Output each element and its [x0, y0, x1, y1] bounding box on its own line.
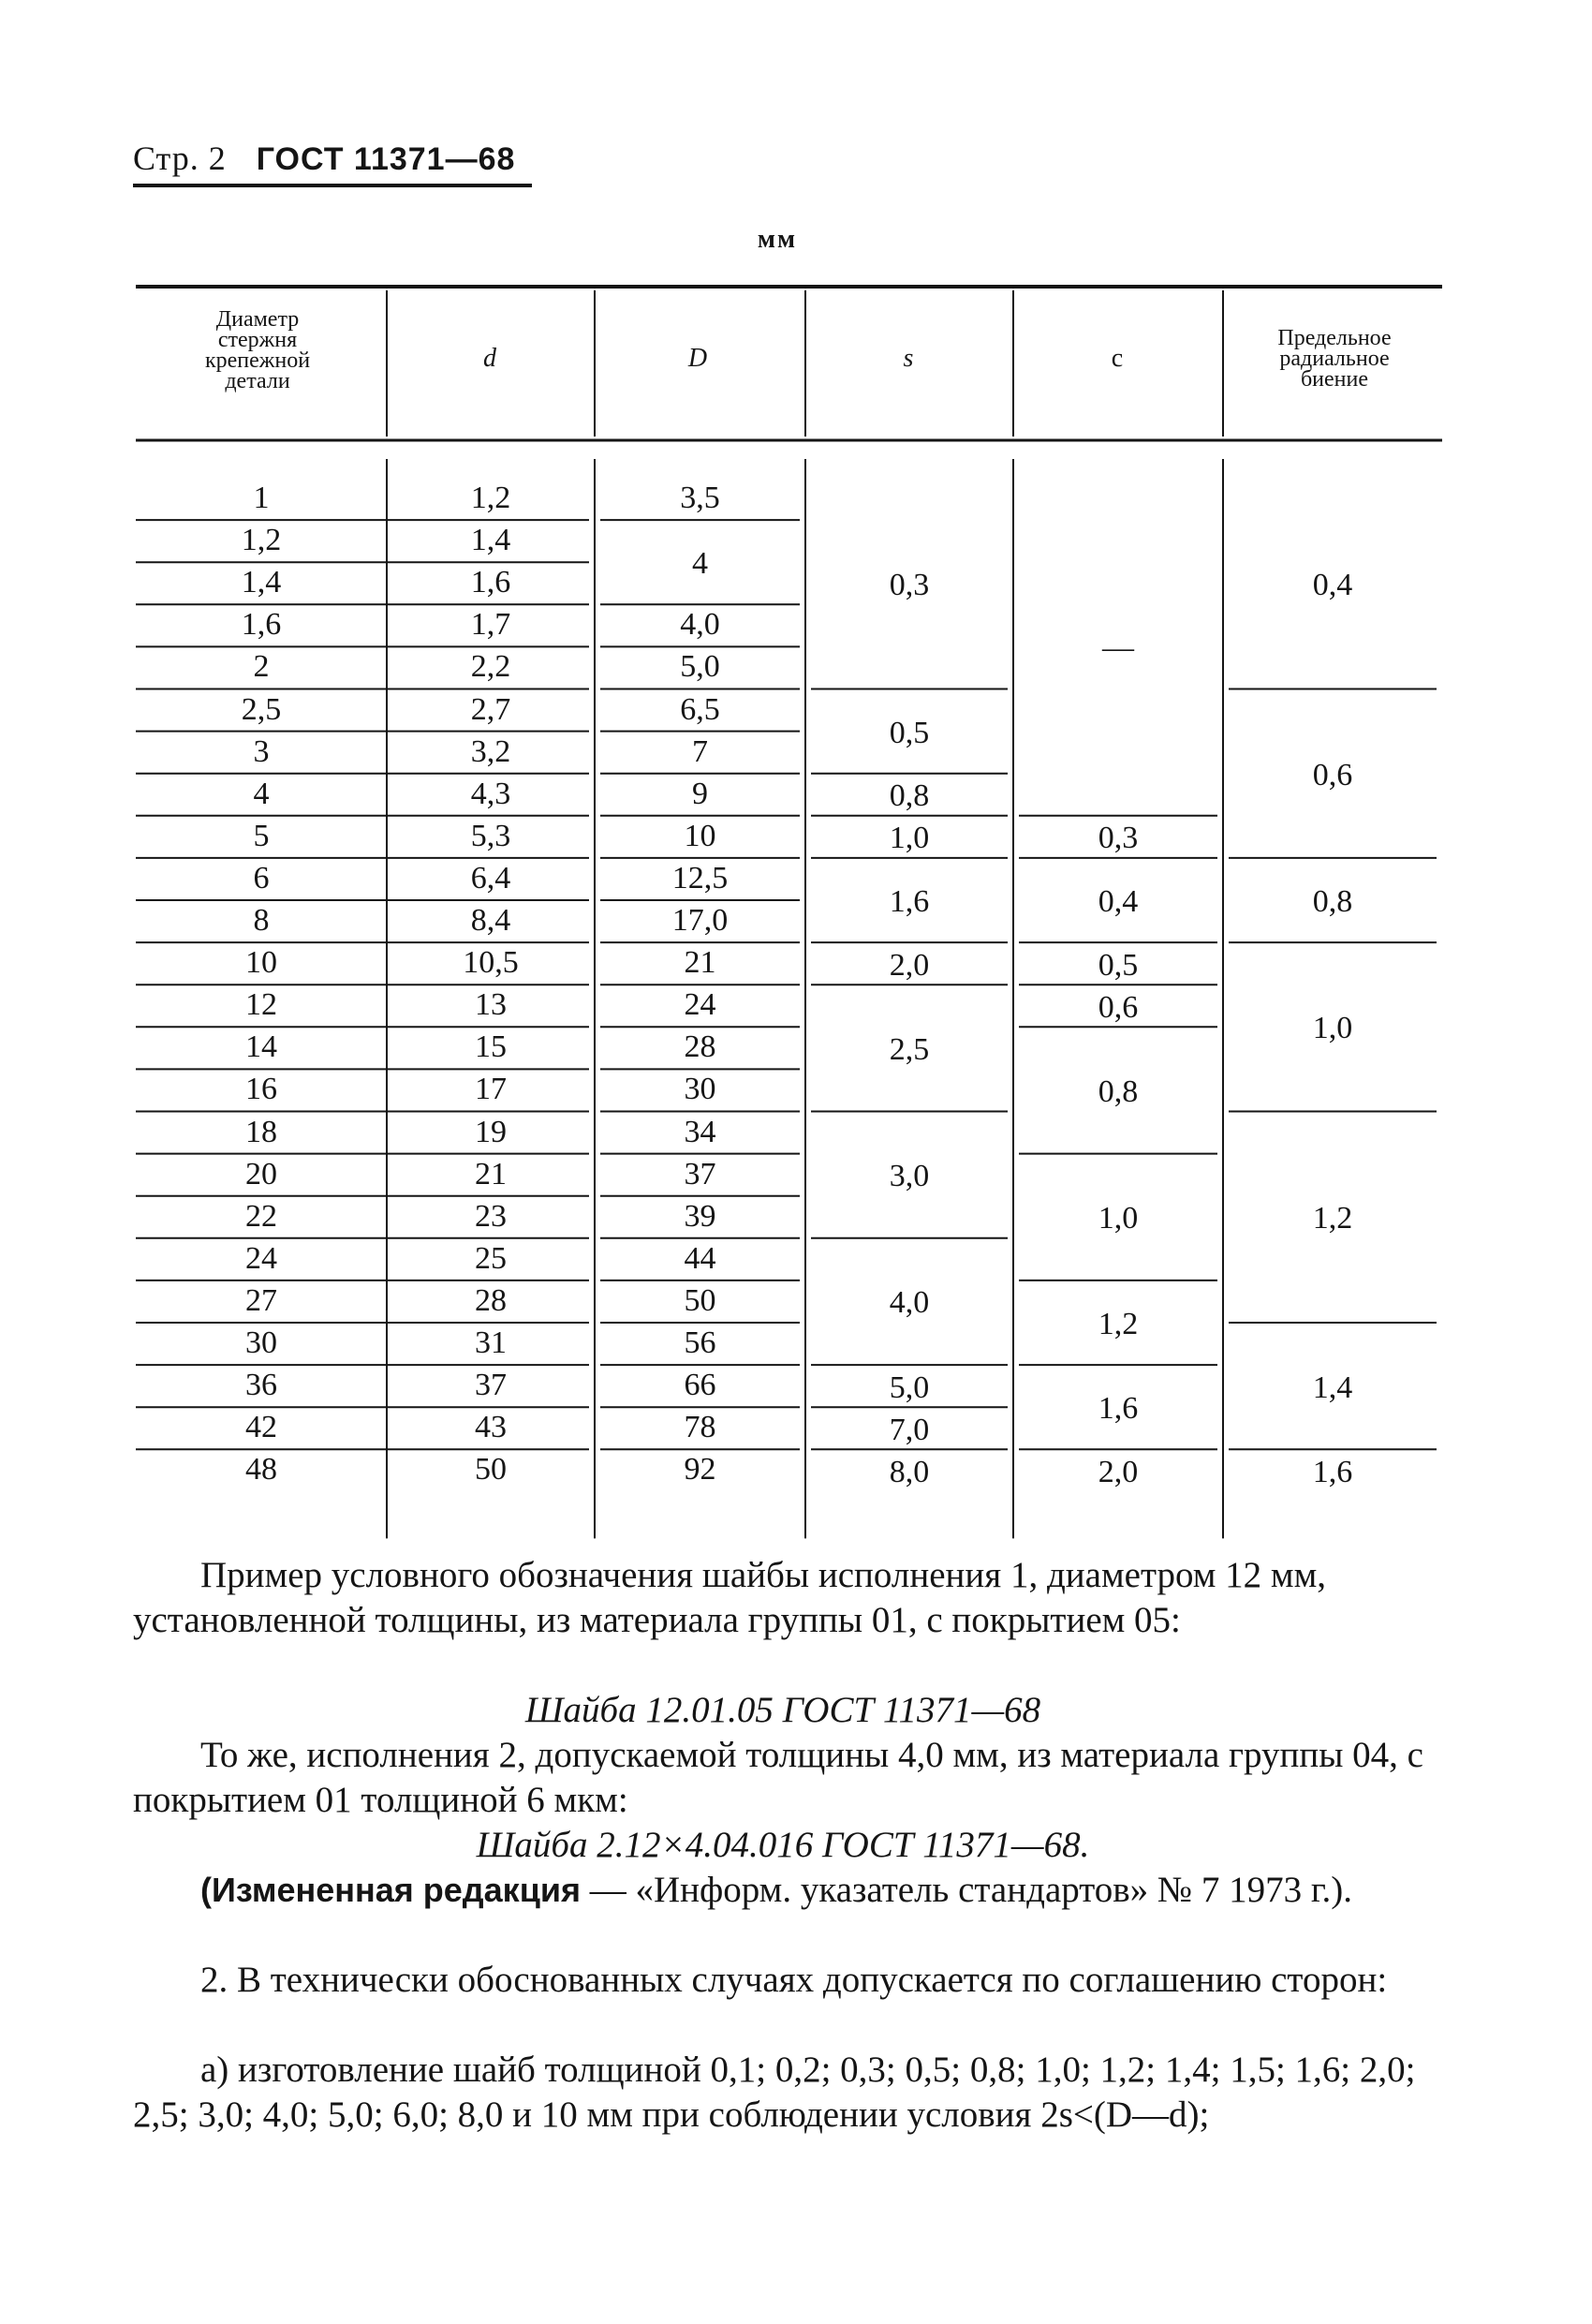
- table-cell-dia: 16: [245, 1072, 277, 1107]
- table-cell-d: 1,7: [470, 607, 511, 643]
- table-cell-D: 21: [684, 945, 716, 981]
- table-merged-cell-runout: 1,6: [1312, 1454, 1353, 1489]
- example-2-text: То же, исполнения 2, допускаемой толщины 4,0 мм, из материала группы 04, с покрытием 01 толщиной 6 мкм:: [133, 1735, 1423, 1820]
- table-cell-d: 50: [475, 1452, 507, 1488]
- table-cell-d: 1,2: [470, 481, 511, 515]
- header-diameter-line: стержня: [217, 328, 298, 352]
- header-diameter-line: детали: [225, 369, 290, 393]
- table-merged-cell-runout: 0,6: [1312, 757, 1353, 792]
- header-d: d: [483, 344, 496, 373]
- table-merged-cell-s: 0,8: [889, 778, 930, 814]
- table-merged-cell-s: 1,6: [889, 884, 930, 919]
- table-cell-D: 12,5: [671, 860, 729, 896]
- table-merged-cell-s: 8,0: [889, 1454, 930, 1489]
- table-merged-cell-s: 2,0: [889, 947, 930, 983]
- table-cell-D: 17,0: [671, 903, 729, 938]
- table-cell-dia: 22: [245, 1198, 277, 1234]
- table-cell-dia: 1,4: [241, 565, 282, 600]
- table-merged-cell-s: 1,0: [889, 821, 930, 856]
- revision-rest: — «Информ. указатель стандартов» № 7 1973 г.).: [580, 1870, 1352, 1910]
- table-cell-d: 2,7: [470, 691, 511, 727]
- table-cell-dia: 5: [253, 818, 270, 853]
- table-cell-d: 23: [475, 1198, 507, 1234]
- table-cell-D: 30: [684, 1072, 716, 1107]
- table-merged-cell-c: 1,0: [1098, 1201, 1139, 1236]
- table-cell-d: 1,6: [470, 565, 511, 600]
- table-cell-dia: 1,2: [241, 523, 282, 558]
- table-cell-dia: 8: [253, 903, 270, 938]
- table-cell-D: 9: [692, 776, 708, 811]
- page-label: Стр. 2: [133, 140, 227, 177]
- table-merged-cell-runout: 1,0: [1312, 1011, 1353, 1046]
- table-cell-d: 5,3: [470, 818, 511, 853]
- header-s: s: [903, 344, 914, 373]
- table-cell-dia: 18: [245, 1114, 277, 1149]
- table-cell-dia: 27: [245, 1282, 277, 1318]
- table-cell-D: 28: [684, 1029, 716, 1065]
- table-cell-dia: 20: [245, 1156, 277, 1192]
- header-D: D: [687, 344, 708, 373]
- table-cell-d: 28: [475, 1282, 507, 1318]
- standard-number: ГОСТ 11371—68: [256, 141, 516, 177]
- header-diameter: [136, 309, 379, 392]
- header-diameter-line: Диаметр: [215, 307, 300, 332]
- table-merged-cell-c: —: [1102, 630, 1134, 666]
- table-cell-d: 13: [475, 987, 507, 1023]
- table-cell-d: 1,4: [470, 523, 511, 558]
- item-2a: а) изготовление шайб толщиной 0,1; 0,2; 0,3; 0,5; 0,8; 1,0; 1,2; 1,4; 1,5; 1,6; 2,0; 2,5; 3,0; 4,0; 5,0; 6,0; 8,0 и 10 мм при соблюдении условия 2s<(D—d);: [133, 2050, 1416, 2135]
- table-cell-D: 37: [684, 1156, 716, 1192]
- table-cell-dia: 2,5: [241, 691, 282, 727]
- table-merged-cell-s: 3,0: [889, 1159, 930, 1194]
- example-1-text: [133, 1553, 1433, 1643]
- table-cell-d: 31: [475, 1325, 507, 1360]
- table-merged-cell-c: 0,3: [1098, 821, 1139, 856]
- table-cell-d: 3,2: [470, 733, 511, 769]
- table-merged-cell-runout: 1,4: [1312, 1369, 1353, 1405]
- table-merged-cell-c: 0,8: [1098, 1073, 1139, 1109]
- table-cell-d: 43: [475, 1410, 507, 1445]
- revision-note: [133, 1868, 1433, 1913]
- table-merged-cell-runout: 1,2: [1312, 1201, 1353, 1236]
- table-cell-dia: 24: [245, 1240, 277, 1276]
- header-runout: [1227, 328, 1442, 390]
- table-cell-D: 10: [684, 818, 716, 853]
- table-cell-dia: 12: [245, 987, 277, 1023]
- header-runout-line: Предельное: [1277, 326, 1392, 350]
- table-cell-d: 6,4: [470, 860, 511, 896]
- table-cell-D: 92: [684, 1452, 716, 1488]
- table-cell-dia: 36: [245, 1368, 277, 1403]
- table-merged-cell-c: 0,6: [1098, 989, 1139, 1025]
- table-cell-dia: 10: [245, 945, 277, 981]
- table-cell-dia: 1: [253, 481, 270, 515]
- table-cell-D: 39: [684, 1198, 716, 1234]
- revision-bold: (Измененная редакция: [200, 1871, 581, 1909]
- table-cell-d: 8,4: [470, 903, 511, 938]
- table-cell-d: 15: [475, 1029, 507, 1065]
- table-cell-D: 66: [684, 1368, 716, 1403]
- table-cell-dia: 30: [245, 1325, 277, 1360]
- table-cell-D: 3,5: [680, 481, 720, 515]
- table-merged-cell-c: 1,6: [1098, 1391, 1139, 1427]
- table-merged-cell-runout: 0,4: [1312, 567, 1353, 602]
- table-cell-D: 78: [684, 1410, 716, 1445]
- table-cell-D: 24: [684, 987, 716, 1023]
- header-runout-line: радиальное: [1279, 347, 1390, 371]
- table-unit: мм: [757, 225, 798, 254]
- table-cell-dia: 2: [253, 649, 270, 685]
- table-merged-cell-s: 0,3: [889, 567, 930, 602]
- table-merged-cell-s: 5,0: [889, 1369, 930, 1405]
- table-merged-cell-c: 2,0: [1098, 1454, 1139, 1489]
- table-cell-D: 44: [684, 1240, 716, 1276]
- item-2: 2. В технически обоснованных случаях допускается по соглашению сторон:: [200, 1960, 1388, 2000]
- example-2-code: Шайба 2.12×4.04.016 ГОСТ 11371—68.: [476, 1825, 1090, 1865]
- header-c: c: [1111, 344, 1124, 373]
- table-merged-cell-s: 7,0: [889, 1412, 930, 1447]
- table-cell-D: 4,0: [680, 607, 720, 643]
- table-merged-cell-c: 1,2: [1098, 1307, 1139, 1341]
- table-merged-cell-s: 2,5: [889, 1031, 930, 1067]
- table-cell-D: 7: [692, 733, 708, 769]
- example-1-code: Шайба 12.01.05 ГОСТ 11371—68: [524, 1690, 1041, 1730]
- table-cell-D: 6,5: [680, 691, 720, 727]
- table-cell-D: 50: [684, 1282, 716, 1318]
- table-cell-d: 10,5: [463, 945, 519, 981]
- table-merged-cell-D: 4: [692, 546, 708, 582]
- table-cell-dia: 6: [253, 860, 270, 896]
- table-cell-dia: 48: [245, 1452, 277, 1488]
- table-cell-d: 4,3: [470, 776, 511, 811]
- table-cell-D: 5,0: [680, 649, 720, 685]
- table-cell-d: 2,2: [470, 649, 511, 685]
- example-1-content: Пример условного обозначения шайбы исполнения 1, диаметром 12 мм, установленной толщины, из материала группы 01, с покрытием 05:: [133, 1555, 1327, 1640]
- table-cell-d: 17: [475, 1072, 507, 1107]
- table-cell-d: 37: [475, 1368, 507, 1403]
- table-merged-cell-runout: 0,8: [1312, 884, 1353, 919]
- table-cell-d: 21: [475, 1156, 507, 1192]
- table-cell-dia: 4: [253, 776, 270, 811]
- table-cell-dia: 42: [245, 1410, 277, 1445]
- header-diameter-line: крепежной: [204, 348, 311, 373]
- table-merged-cell-c: 0,4: [1098, 884, 1139, 919]
- table-cell-D: 56: [684, 1325, 716, 1360]
- table-merged-cell-s: 4,0: [889, 1285, 930, 1321]
- header-runout-line: биение: [1300, 367, 1369, 392]
- table-cell-d: 19: [475, 1114, 507, 1149]
- table-cell-D: 34: [684, 1114, 716, 1149]
- table-merged-cell-s: 0,5: [889, 715, 930, 750]
- table-cell-dia: 1,6: [241, 607, 282, 643]
- table-cell-dia: 14: [245, 1029, 277, 1065]
- table-merged-cell-c: 0,5: [1098, 947, 1139, 983]
- table-cell-dia: 3: [253, 733, 270, 769]
- table-cell-d: 25: [475, 1240, 507, 1276]
